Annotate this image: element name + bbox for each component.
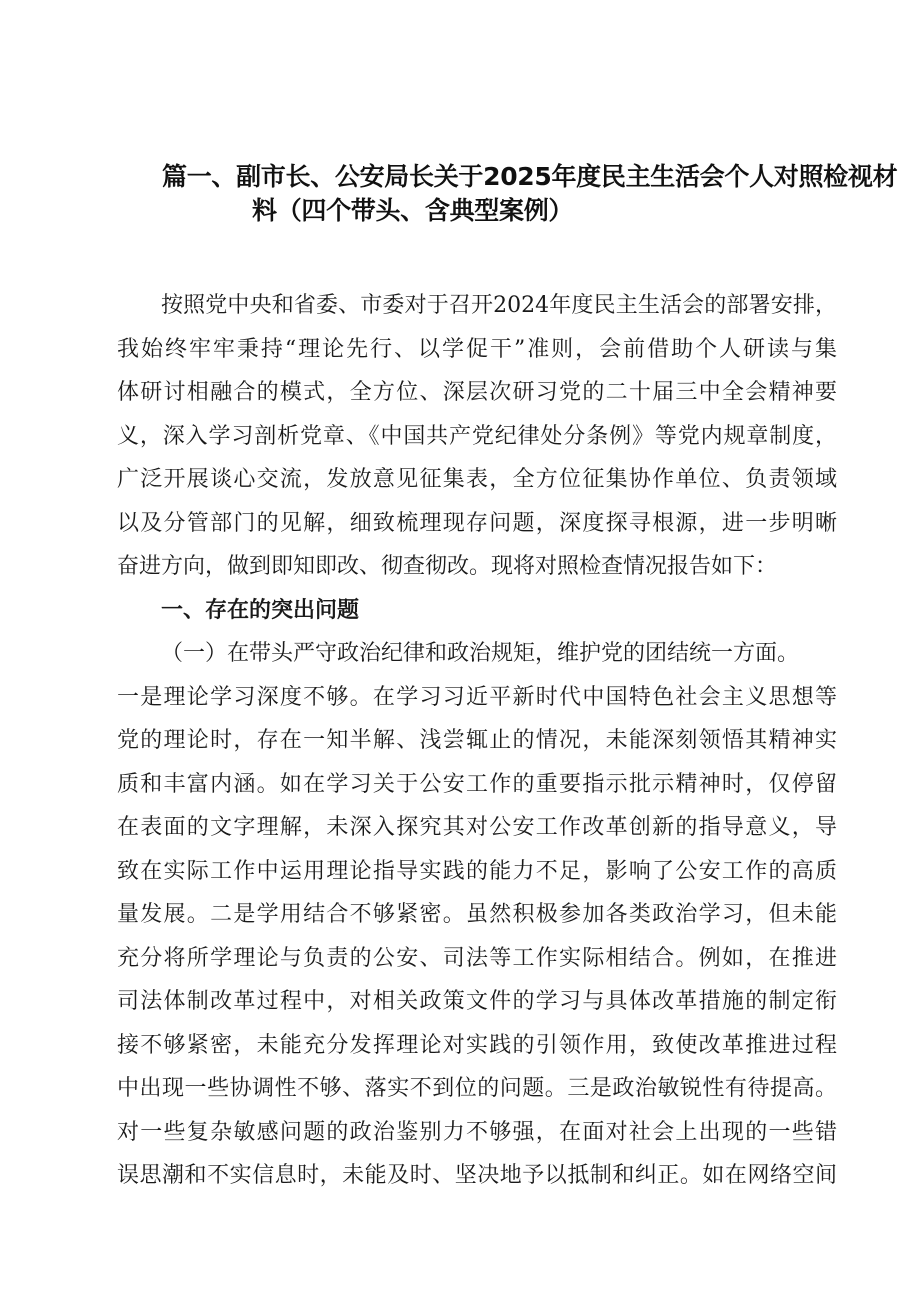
paragraph-line: 奋进方向，做到即知即改、彻查彻改。现将对照检查情况报告如下： <box>117 554 778 579</box>
document-body <box>117 284 837 1198</box>
paragraph-line: 对一些复杂敏感问题的政治鉴别力不够强，在面对社会上出现的一些错 <box>117 1119 837 1145</box>
paragraph-line: 以及分管部门的见解，细致梳理现存问题，深度探寻根源，进一步明晰 <box>117 510 837 536</box>
paragraph-line: 在表面的文字理解，未深入探究其对公安工作改革创新的指导意义，导 <box>117 815 837 840</box>
paragraph-line: 我始终牢牢秉持“理论先行、以学促干”准则，会前借助个人研读与集 <box>117 336 837 362</box>
paragraph-line: 致在实际工作中运用理论指导实践的能力不足，影响了公安工作的高质 <box>117 858 837 884</box>
paragraph-line: 充分将所学理论与负责的公安、司法等工作实际相结合。例如，在推进 <box>117 945 837 971</box>
paragraph-line: 接不够紧密，未能充分发挥理论对实践的引领作用，致使改革推进过程 <box>117 1032 837 1058</box>
subsection-heading: （一）在带头严守政治纪律和政治规矩，维护党的团结统一方面。 <box>161 641 800 666</box>
paragraph-line: 中出现一些协调性不够、落实不到位的问题。三是政治敏锐性有待提高。 <box>117 1076 837 1101</box>
paragraph-line: 量发展。二是学用结合不够紧密。虽然积极参加各类政治学习，但未能 <box>117 902 837 927</box>
paragraph-line: 司法体制改革过程中，对相关政策文件的学习与具体改革措施的制定衔 <box>117 989 837 1014</box>
section-heading: 一、存在的突出问题 <box>161 597 360 623</box>
paragraph-line: 按照党中央和省委、市委对于召开2024年度民主生活会的部署安排， <box>161 293 837 318</box>
paragraph-line: 义，深入学习剖析党章、《中国共产党纪律处分条例》等党内规章制度， <box>117 423 837 449</box>
document-title <box>162 160 898 228</box>
paragraph-line: 广泛开展谈心交流，发放意见征集表，全方位征集协作单位、负责领域 <box>117 467 837 492</box>
paragraph-line: 质和丰富内涵。如在学习关于公安工作的重要指示批示精神时，仅停留 <box>117 771 837 797</box>
title-line-1: 篇一、副市长、公安局长关于2025年度民主生活会个人对照检视材 <box>162 162 898 191</box>
paragraph-line: 误思潮和不实信息时，未能及时、坚决地予以抵制和纠正。如在网络空间 <box>117 1163 837 1188</box>
paragraph-line: 党的理论时，存在一知半解、浅尝辄止的情况，未能深刻领悟其精神实 <box>117 728 837 753</box>
paragraph-line: 一是理论学习深度不够。在学习习近平新时代中国特色社会主义思想等 <box>117 684 837 710</box>
title-line-2: 料（四个带头、含典型案例） <box>252 196 574 225</box>
paragraph-line: 体研讨相融合的模式，全方位、深层次研习党的二十届三中全会精神要 <box>117 380 837 405</box>
